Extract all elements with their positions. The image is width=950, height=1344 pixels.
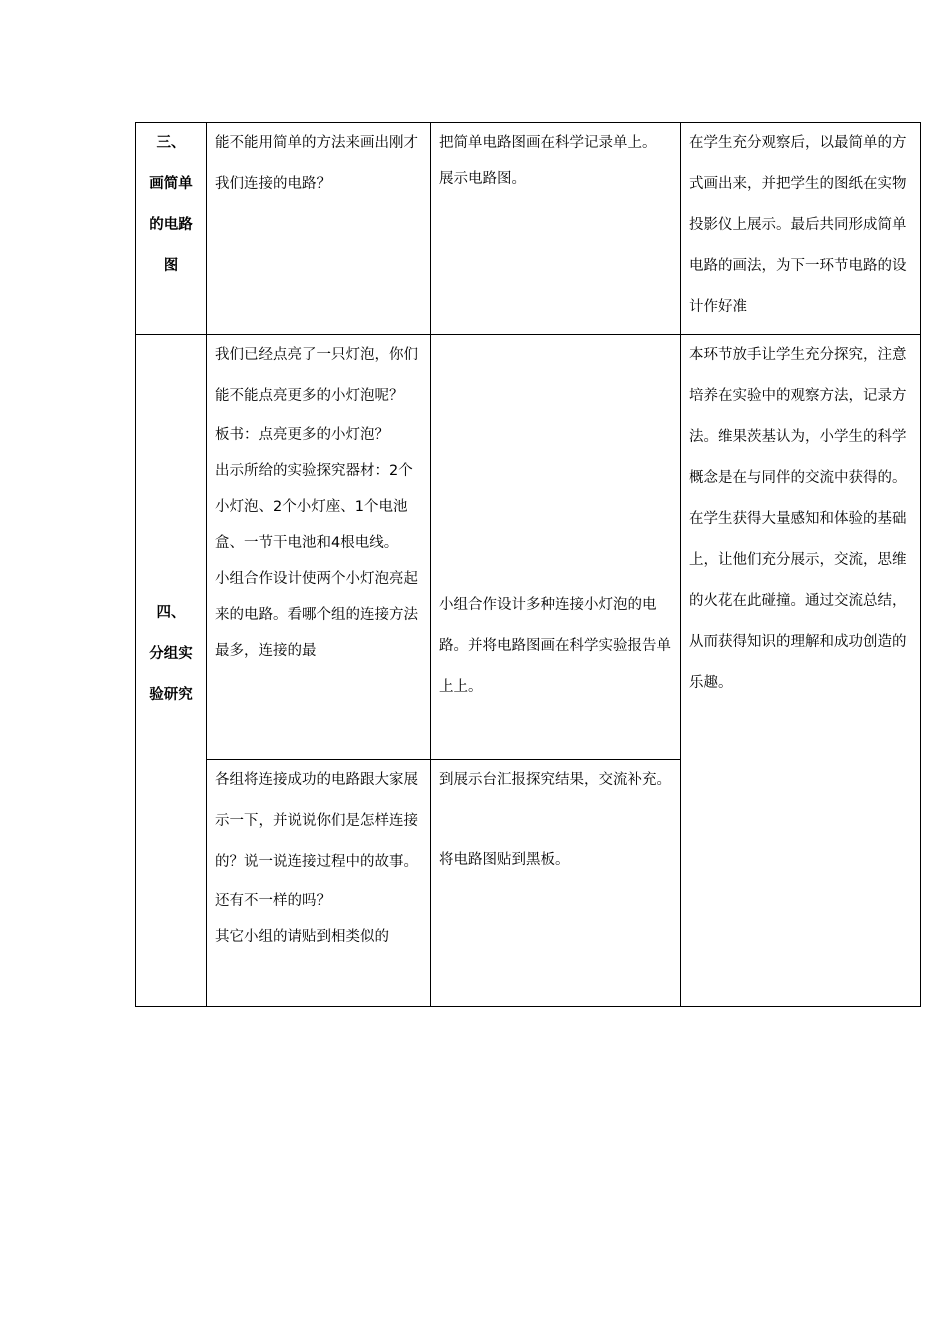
student-activity-cell [431, 335, 681, 760]
blank-line [439, 801, 672, 842]
teacher-text: 小组合作设计使两个小灯泡亮起来的电路。看哪个组的连接方法最多，连接的最 [215, 571, 418, 659]
stage-label: 验研究 [149, 687, 193, 703]
design-intent-cell [681, 123, 921, 335]
student-text: 将电路图贴到黑板。 [439, 852, 570, 868]
student-activity-cell [431, 123, 681, 335]
lesson-plan-table [135, 122, 921, 1007]
teacher-text: 各组将连接成功的电路跟大家展示一下，并说说你们是怎样连接的？说一说连接过程中的故事。 [215, 772, 418, 870]
stage-label: 画简单 [149, 176, 193, 192]
stage-label: 三、 [156, 135, 186, 151]
stage-label: 的电路 [149, 217, 193, 233]
table-row-stage-4a [136, 335, 921, 760]
intent-text: 本环节放手让学生充分探究，注意培养在实验中的观察方法，记录方法。维果茨基认为，小学生的科学概念是在与同伴的交流中获得的。在学生获得大量感知和体验的基础上，让他们充分展示，交流，思维的火花在此碰撞。通过交流总结，从而获得知识的理解和成功创造的乐趣。 [689, 347, 907, 691]
stage-label: 图 [163, 258, 179, 274]
student-activity-cell [431, 760, 681, 1007]
stage-label: 分组实 [149, 646, 193, 662]
student-text: 到展示台汇报探究结果，交流补充。 [439, 772, 671, 788]
student-text: 小组合作设计多种连接小灯泡的电路。并将电路图画在科学实验报告单上上。 [439, 597, 671, 695]
design-intent-cell [681, 335, 921, 1007]
intent-text: 在学生充分观察后，以最简单的方式画出来，并把学生的图纸在实物投影仪上展示。最后共同形成简单电路的画法，为下一环节电路的设计作好准 [689, 135, 907, 315]
teacher-text: 板书：点亮更多的小灯泡？ [215, 427, 389, 443]
stage-cell-3 [136, 123, 207, 335]
teacher-text: 能不能用简单的方法来画出刚才我们连接的电路？ [215, 135, 418, 192]
teacher-activity-cell [207, 335, 431, 760]
table-row-stage-3 [136, 123, 921, 335]
stage-label: 四、 [156, 605, 186, 621]
stage-cell-4 [136, 335, 207, 1007]
teacher-text: 其它小组的请贴到相类似的 [215, 929, 389, 945]
teacher-activity-cell [207, 123, 431, 335]
student-text: 展示电路图。 [439, 171, 526, 187]
teacher-text: 还有不一样的吗？ [215, 893, 331, 909]
teacher-activity-cell [207, 760, 431, 1007]
student-text: 把简单电路图画在科学记录单上。 [439, 135, 657, 151]
teacher-text: 我们已经点亮了一只灯泡，你们能不能点亮更多的小灯泡呢？ [215, 347, 418, 404]
teacher-text: 出示所给的实验探究器材：2个小灯泡、2个小灯座、1个电池盒、一节干电池和4根电线。 [215, 463, 413, 551]
